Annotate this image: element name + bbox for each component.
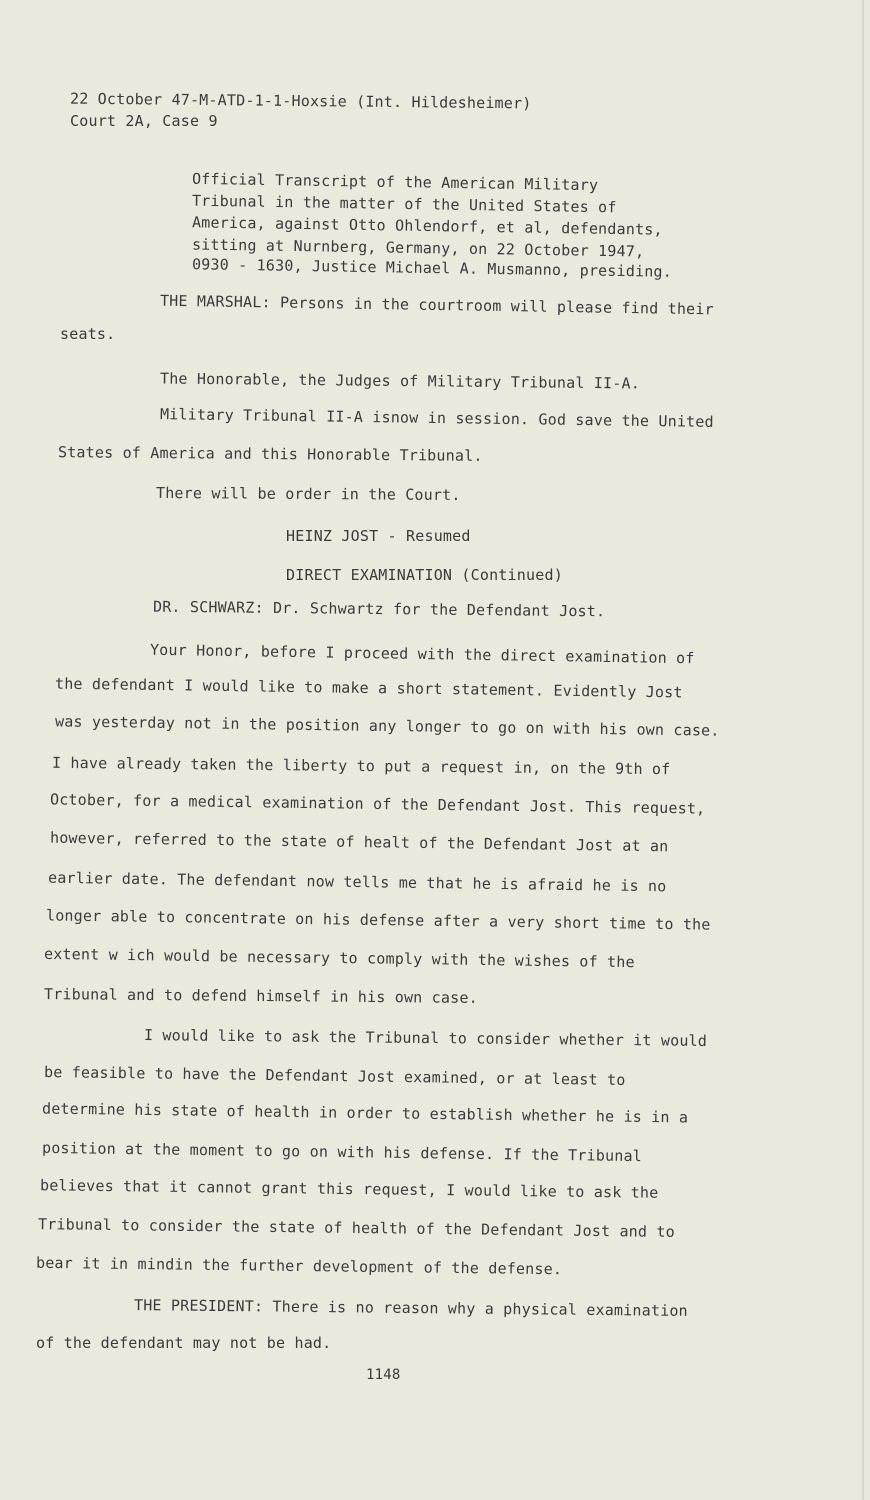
body-line: extent w ich would be necessary to comply with the wishes of the xyxy=(43,944,635,972)
body-line: longer able to concentrate on his defense after a very short time to the xyxy=(45,906,711,934)
body-line: believes that it cannot grant this request, I would like to ask the xyxy=(39,1176,659,1202)
body-line: The Honorable, the Judges of Military Tribunal II-A. xyxy=(159,369,641,393)
body-line: determine his state of health in order to establish whether he is in a xyxy=(41,1099,689,1127)
body-line: I have already taken the liberty to put a request in, on the 9th of xyxy=(51,753,671,779)
body-line: of the defendant may not be had. xyxy=(36,1334,332,1352)
body-line: Military Tribunal II-A isnow in session. God save the United xyxy=(159,405,714,431)
section-heading: DIRECT EXAMINATION (Continued) xyxy=(286,566,563,584)
body-line: Tribunal to consider the state of health of the Defendant Jost and to xyxy=(37,1215,676,1241)
page-number: 1148 xyxy=(366,1367,401,1383)
body-line: was yesterday not in the position any longer to go on with his own case. xyxy=(54,712,720,740)
body-line: There will be order in the Court. xyxy=(155,483,461,505)
body-line: Your Honor, before I proceed with the direct examination of xyxy=(149,640,695,668)
caption-line-5: 0930 - 1630, Justice Michael A. Musmanno, presiding. xyxy=(191,255,673,281)
body-line: DR. SCHWARZ: Dr. Schwartz for the Defendant Jost. xyxy=(152,597,606,621)
body-line: however, referred to the state of healt of the Defendant Jost at an xyxy=(49,828,669,856)
section-heading: HEINZ JOST - Resumed xyxy=(286,527,471,545)
caption-line-3: America, against Otto Ohlendorf, et al, defendants, xyxy=(191,213,663,239)
body-line: seats. xyxy=(60,325,116,343)
body-line: earlier date. The defendant now tells me that he is afraid he is no xyxy=(47,868,667,896)
header-line-1: 22 October 47-M-ATD-1-1-Hoxsie (Int. Hildesheimer) xyxy=(69,89,532,113)
header-line-2: Court 2A, Case 9 xyxy=(70,112,218,130)
body-line: I would like to ask the Tribunal to consider whether it would xyxy=(143,1026,708,1050)
body-line: be feasible to have the Defendant Jost examined, or at least to xyxy=(43,1062,626,1090)
body-line: Tribunal and to defend himself in his own case. xyxy=(43,985,478,1007)
caption-line-1: Official Transcript of the American Military xyxy=(191,169,599,195)
caption-line-2: Tribunal in the matter of the United States of xyxy=(191,191,617,217)
body-line: THE PRESIDENT: There is no reason why a physical examination xyxy=(133,1296,688,1320)
body-line: October, for a medical examination of the Defendant Jost. This request, xyxy=(49,790,706,818)
caption-line-4: sitting at Nurnberg, Germany, on 22 October 1947, xyxy=(191,235,645,261)
body-line: bear it in mindin the further development of the defense. xyxy=(35,1253,563,1279)
body-line: THE MARSHAL: Persons in the courtroom will please find their xyxy=(159,291,714,319)
body-line: States of America and this Honorable Tribunal. xyxy=(57,443,483,465)
body-line: position at the moment to go on with his defense. If the Tribunal xyxy=(41,1138,643,1166)
body-line: the defendant I would like to make a short statement. Evidently Jost xyxy=(54,674,683,702)
